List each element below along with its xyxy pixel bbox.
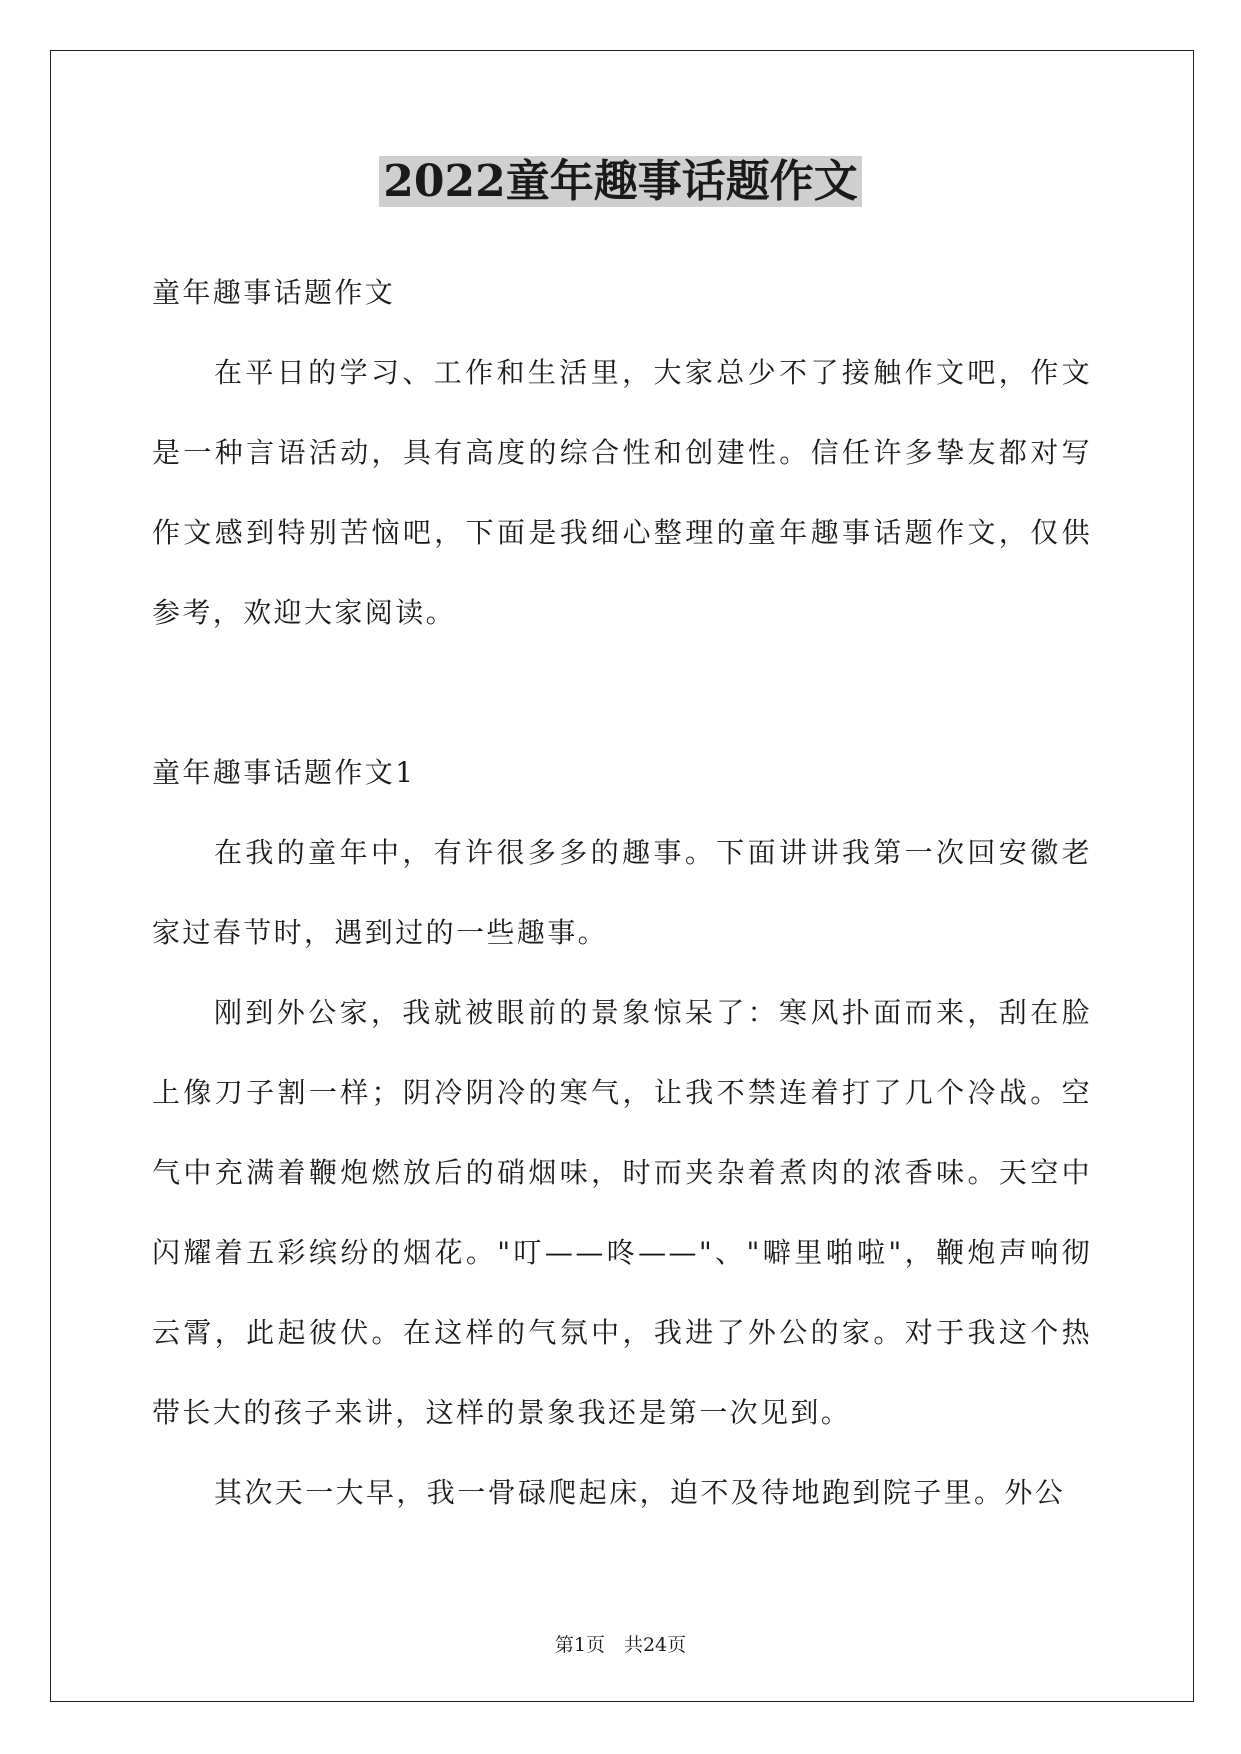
section-heading-1: 童年趣事话题作文1: [152, 756, 416, 789]
paragraph: 在我的童年中，有许很多多的趣事。下面讲讲我第一次回安徽老家过春节时，遇到过的一些趣事。: [152, 836, 1092, 949]
page-footer: 第1页 共24页: [554, 1634, 687, 1656]
paragraph: 刚到外公家，我就被眼前的景象惊呆了：寒风扑面而来，刮在脸上像刀子割一样；阴冷阴冷的寒气，让我不禁连着打了几个冷战。空气中充满着鞭炮燃放后的硝烟味，时而夹杂着煮肉的浓香味。天空中闪耀着五彩缤纷的烟花。"叮——咚——"、"噼里啪啦"，鞭炮声响彻云霄，此起彼伏。在这样的气氛中，我进了外公的家。对于我这个热带长大的孩子来讲，这样的景象我还是第一次见到。: [152, 996, 1092, 1429]
paragraph: 其次天一大早，我一骨碌爬起床，迫不及待地跑到院子里。外公: [214, 1476, 1066, 1509]
document-title: [0, 152, 1241, 212]
document-body: [152, 253, 1092, 1533]
title-highlight: 2022童年趣事话题作文: [379, 156, 861, 207]
subtitle: 童年趣事话题作文: [152, 276, 396, 309]
intro-paragraph: 在平日的学习、工作和生活里，大家总少不了接触作文吧，作文是一种言语活动，具有高度的综合性和创建性。信任许多挚友都对写作文感到特别苦恼吧，下面是我细心整理的童年趣事话题作文，仅供参考，欢迎大家阅读。: [152, 356, 1092, 629]
